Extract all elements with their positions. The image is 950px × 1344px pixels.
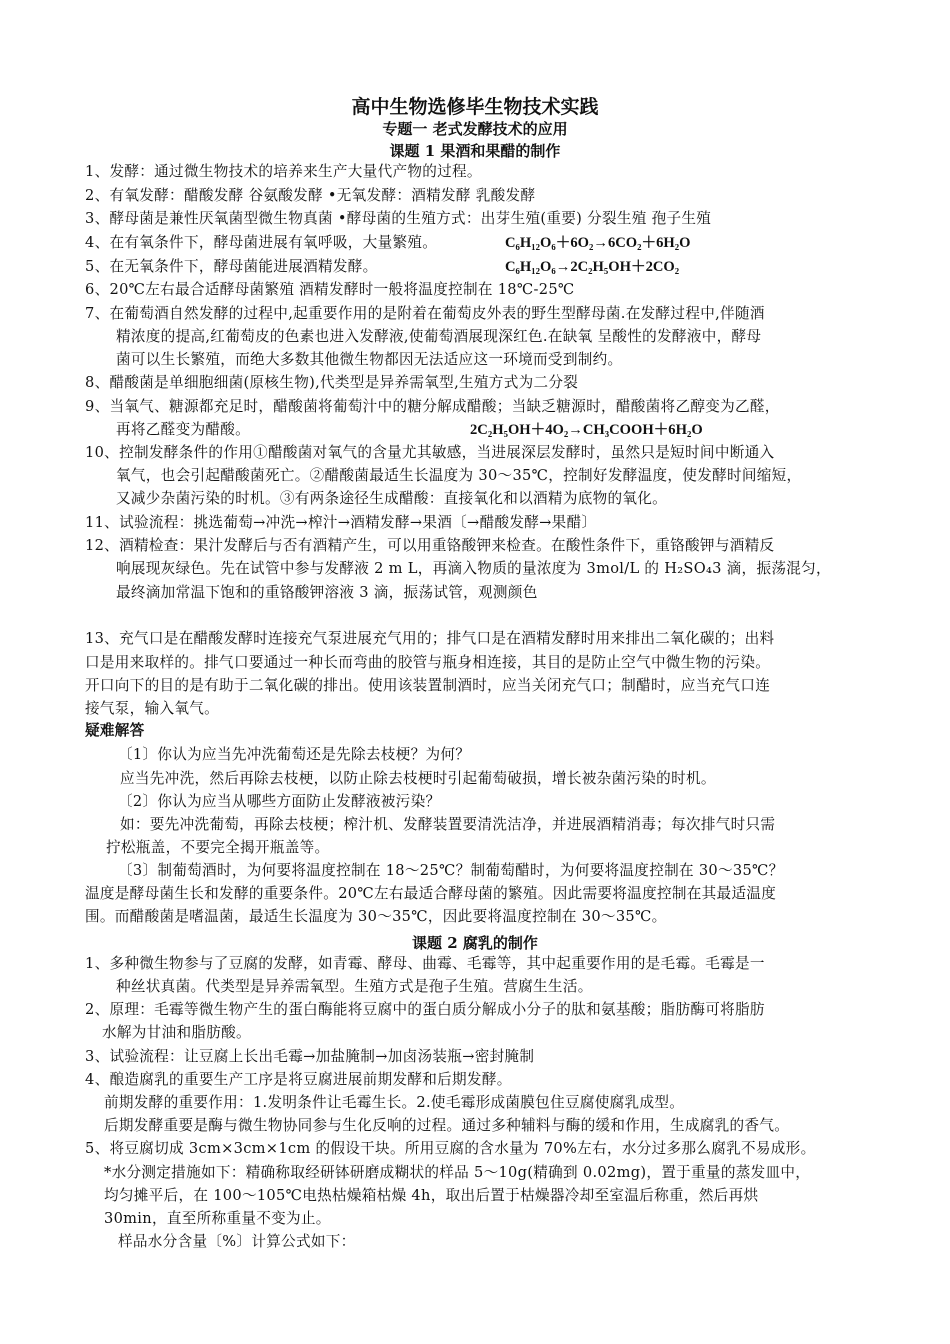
- lesson2-line: 前期发酵的重要作用：1.发明条件让毛霉生长。2.使毛霉形成菌膜包住豆腐使腐乳成型。: [104, 1094, 685, 1111]
- lesson2-line: *水分测定措施如下：精确称取经研钵研磨成糊状的样品 5～10g(精确到 0.02mg)，置于重量的蒸发皿中，: [104, 1164, 811, 1181]
- lesson1-line: 响展现灰绿色。先在试管中参与发酵液 2 m L，再滴入物质的量浓度为 3mol/L 的 H₂SO₄3 滴，振荡混匀，: [116, 560, 831, 577]
- equation-fermentation: C₆H₁₂O₆→2C₂H₅OH＋2CO₂: [505, 259, 680, 275]
- lesson2-line: 样品水分含量〔%〕计算公式如下：: [118, 1233, 356, 1250]
- document-title: 高中生物选修毕生物技术实践: [351, 96, 599, 118]
- lesson1-line: 接气泵，输入氧气。: [85, 700, 220, 717]
- lesson1-line: 1、发酵：通过微生物技术的培养来生产大量代产物的过程。: [85, 163, 482, 180]
- lesson2-heading: 课题 2 腐乳的制作: [412, 934, 538, 952]
- lesson1-line: 口是用来取样的。排气口要通过一种长而弯曲的胶管与瓶身相连接，其目的是防止空气中微生物的污染。: [85, 654, 771, 671]
- lesson2-line: 种丝状真菌。代类型是异养需氧型。生殖方式是孢子生殖。营腐生生活。: [116, 978, 593, 995]
- qa-line: 应当先冲洗，然后再除去枝梗，以防止除去枝梗时引起葡萄破损，增长被杂菌污染的时机。: [120, 770, 716, 787]
- lesson1-line: 最终滴加常温下饱和的重铬酸钾溶液 3 滴，振荡试管，观测颜色: [116, 584, 538, 601]
- qa-heading: 疑难解答: [85, 722, 145, 739]
- lesson1-line: 7、在葡萄酒自然发酵的过程中,起重要作用的是附着在葡萄皮外表的野生型酵母菌.在发酵过程中,伴随酒: [85, 305, 765, 322]
- lesson1-heading: 课题 1 果酒和果醋的制作: [389, 142, 561, 160]
- lesson2-line: 3、试验流程：让豆腐上长出毛霉→加盐腌制→加卤汤装瓶→密封腌制: [85, 1048, 535, 1065]
- qa-line: 〔2〕你认为应当从哪些方面防止发酵液被污染？: [118, 793, 441, 810]
- lesson1-line: 10、控制发酵条件的作用①醋酸菌对氧气的含量尤其敏感，当进展深层发酵时，虽然只是短时间中断通入: [85, 444, 775, 461]
- lesson1-line: 5、在无氧条件下，酵母菌能进展酒精发酵。: [85, 258, 378, 275]
- qa-line: 拧松瓶盖，不要完全揭开瓶盖等。: [106, 839, 330, 856]
- lesson1-line: 3、酵母菌是兼性厌氧菌型微生物真菌 •酵母菌的生殖方式：出芽生殖(重要) 分裂生殖 孢子生殖: [85, 210, 712, 227]
- lesson2-line: 5、将豆腐切成 3cm×3cm×1cm 的假设干块。所用豆腐的含水量为 70%左右，水分过多那么腐乳不易成形。: [85, 1140, 816, 1157]
- lesson2-line: 后期发酵重要是酶与微生物协同参与生化反响的过程。通过多种辅料与酶的缓和作用，生成腐乳的香气。: [104, 1117, 790, 1134]
- lesson1-line: 9、当氧气、糖源都充足时，醋酸菌将葡萄汁中的糖分解成醋酸；当缺乏糖源时，醋酸菌将乙醇变为乙醛，: [85, 398, 780, 415]
- lesson2-line: 4、酿造腐乳的重要生产工序是将豆腐进展前期发酵和后期发酵。: [85, 1071, 512, 1088]
- qa-line: 围。而醋酸菌是嗜温菌，最适生长温度为 30～35℃，因此要将温度控制在 30～35℃。: [85, 908, 667, 925]
- lesson1-line: 4、在有氧条件下，酵母菌进展有氧呼吸，大量繁殖。: [85, 234, 438, 251]
- qa-line: 〔1〕你认为应当先冲洗葡萄还是先除去枝梗？为何？: [118, 746, 471, 763]
- lesson1-line: 又减少杂菌污染的时机。③有两条途径生成醋酸：直接氧化和以酒精为底物的氧化。: [116, 490, 668, 507]
- lesson1-line: 开口向下的目的是有助于二氧化碳的排出。使用该装置制酒时，应当关闭充气口；制醋时，应当充气口连: [85, 677, 771, 694]
- lesson1-line: 12、酒精检查：果汁发酵后与否有酒精产生，可以用重铬酸钾来检查。在酸性条件下，重铬酸钾与酒精反: [85, 537, 775, 554]
- lesson1-line: 精浓度的提高,红葡萄皮的色素也进入发酵液,使葡萄酒展现深红色.在缺氧 呈酸性的发酵液中，酵母: [116, 328, 762, 345]
- lesson1-line: 氧气，也会引起醋酸菌死亡。②醋酸菌最适生长温度为 30～35℃，控制好发酵温度，使发酵时间缩短，: [116, 467, 802, 484]
- lesson1-line: 11、试验流程：挑选葡萄→冲洗→榨汁→酒精发酵→果酒〔→醋酸发酵→果醋〕: [85, 514, 597, 531]
- topic-heading: 专题一 老式发酵技术的应用: [382, 120, 568, 138]
- equation-acetic: 2C₂H₅OH＋4O₂→CH₃COOH＋6H₂O: [470, 422, 703, 438]
- equation-aerobic: C₆H₁₂O₆＋6O₂→6CO₂＋6H₂O: [505, 235, 691, 251]
- lesson2-line: 30min，直至所称重量不变为止。: [104, 1210, 331, 1227]
- lesson2-line: 均匀摊平后，在 100～105℃电热枯燥箱枯燥 4h，取出后置于枯燥器冷却至室温后称重，然后再烘: [104, 1187, 759, 1204]
- qa-line: 如：要先冲洗葡萄，再除去枝梗；榨汁机、发酵装置要清洗洁净，并进展酒精消毒；每次排气时只需: [120, 816, 776, 833]
- lesson2-line: 2、原理：毛霉等微生物产生的蛋白酶能将豆腐中的蛋白质分解成小分子的肽和氨基酸；脂肪酶可将脂肪: [85, 1001, 765, 1018]
- qa-line: 温度是酵母菌生长和发酵的重要条件。20℃左右最适合酵母菌的繁殖。因此需要将温度控制在其最适温度: [85, 885, 777, 902]
- lesson1-line: 菌可以生长繁殖，而绝大多数其他微生物都因无法适应这一环境而受到制约。: [116, 351, 623, 368]
- lesson1-line: 2、有氧发酵：醋酸发酵 谷氨酸发酵 •无氧发酵：酒精发酵 乳酸发酵: [85, 187, 536, 204]
- lesson2-line: 水解为甘油和脂肪酸。: [102, 1024, 251, 1041]
- lesson1-line: 6、20℃左右最合适酵母菌繁殖 酒精发酵时一般将温度控制在 18℃-25℃: [85, 281, 575, 298]
- lesson1-line: 8、醋酸菌是单细胞细菌(原核生物),代类型是异养需氧型,生殖方式为二分裂: [85, 374, 579, 391]
- lesson1-line: 再将乙醛变为醋酸。: [116, 421, 251, 438]
- lesson2-line: 1、多种微生物参与了豆腐的发酵，如青霉、酵母、曲霉、毛霉等，其中起重要作用的是毛霉。毛霉是一: [85, 955, 765, 972]
- lesson1-line: 13、充气口是在醋酸发酵时连接充气泵进展充气用的；排气口是在酒精发酵时用来排出二氧化碳的；出料: [85, 630, 775, 647]
- qa-line: 〔3〕制葡萄酒时，为何要将温度控制在 18～25℃？制葡萄醋时，为何要将温度控制在 30～35℃？: [118, 862, 784, 879]
